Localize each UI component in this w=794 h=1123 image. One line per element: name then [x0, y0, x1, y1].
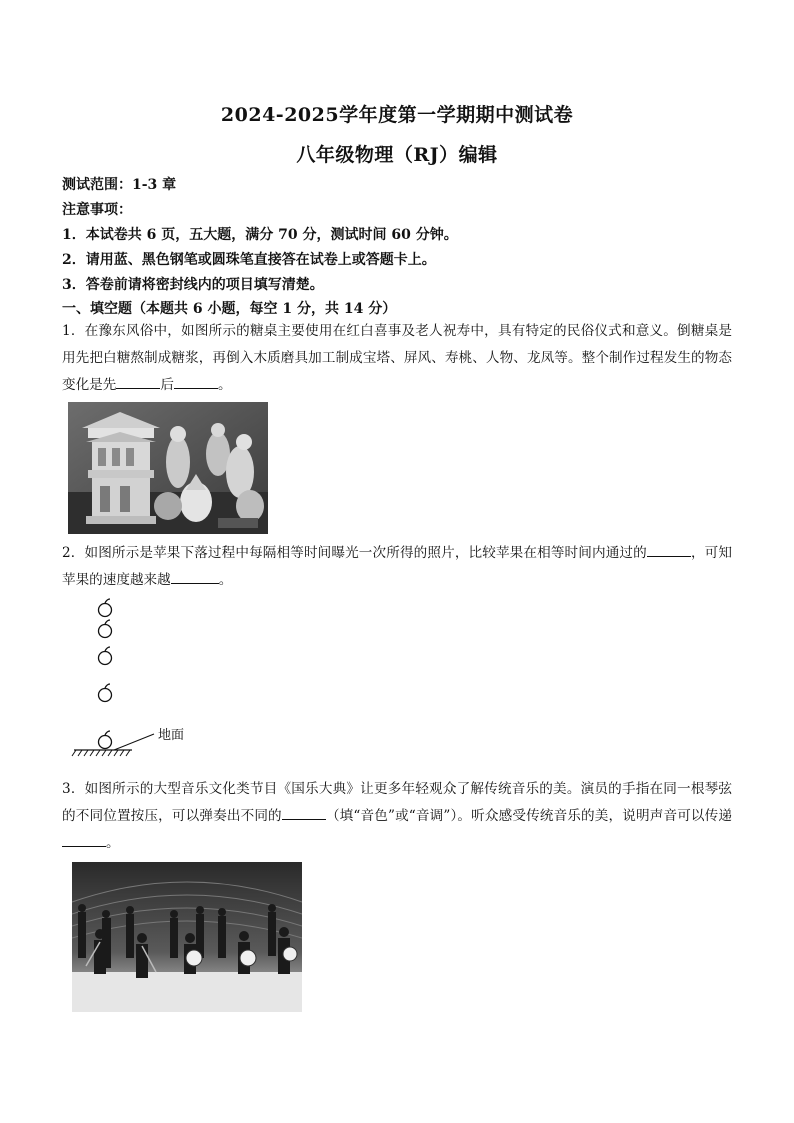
question-2 [62, 540, 732, 594]
test-scope: 测试范围：1-3 章 [62, 177, 177, 193]
question-3 [62, 776, 732, 857]
answer-blank[interactable] [171, 569, 219, 584]
question-text: 3．如图所示的大型音乐文化类节目《国乐大典》让更多年轻观众了解传统音乐的美。演员的手指在同一根琴弦的不同位置按压，可以弹奏出不同的 [62, 781, 732, 824]
note-item: 2．请用蓝、黑色钢笔或圆珠笔直接答在试卷上或答题卡上。 [62, 252, 436, 268]
notes-heading: 注意事项： [62, 202, 132, 218]
question-text: ，可知苹果的速度越来越 [62, 545, 732, 588]
answer-blank[interactable] [647, 542, 691, 557]
answer-blank[interactable] [116, 374, 160, 389]
answer-blank[interactable] [62, 832, 106, 847]
answer-blank[interactable] [282, 805, 326, 820]
answer-blank[interactable] [174, 374, 218, 389]
question-text: 1．在豫东风俗中，如图所示的糖桌主要使用在红白喜事及老人祝寿中，具有特定的民俗仪式和意义。倒糖桌是用先把白糖熬制成糖浆，再倒入木质磨具加工制成宝塔、屏风、寿桃、人物、龙凤等。整个制作过程发生的物态变化是先 [62, 323, 732, 393]
exam-title: 2024-2025学年度第一学期期中测试卷 [220, 104, 574, 126]
section-heading: 一、填空题（本题共 6 小题，每空 1 分，共 14 分） [62, 301, 397, 317]
falling-apple-diagram [70, 596, 210, 768]
question-text: （填“音色”或“音调”）。听众感受传统音乐的美，说明声音可以传递 [325, 808, 733, 824]
question-1 [62, 318, 732, 399]
apple-icon [99, 599, 112, 749]
question-text: 2．如图所示是苹果下落过程中每隔相等时间曝光一次所得的照片，比较苹果在相等时间内通过的 [62, 545, 647, 561]
note-item: 3．答卷前请将密封线内的项目填写清楚。 [62, 277, 324, 293]
sugar-table-photo [68, 402, 268, 534]
music-performance-photo [72, 862, 302, 1012]
question-text: 。 [218, 572, 233, 588]
question-text: 。 [106, 835, 120, 851]
note-item: 1．本试卷共 6 页，五大题，满分 70 分，测试时间 60 分钟。 [62, 227, 458, 243]
ground-label: 地面 [158, 728, 185, 743]
question-text: 。 [217, 377, 232, 393]
question-text: 后 [160, 377, 174, 393]
exam-subtitle: 八年级物理（RJ）编辑 [296, 144, 498, 166]
